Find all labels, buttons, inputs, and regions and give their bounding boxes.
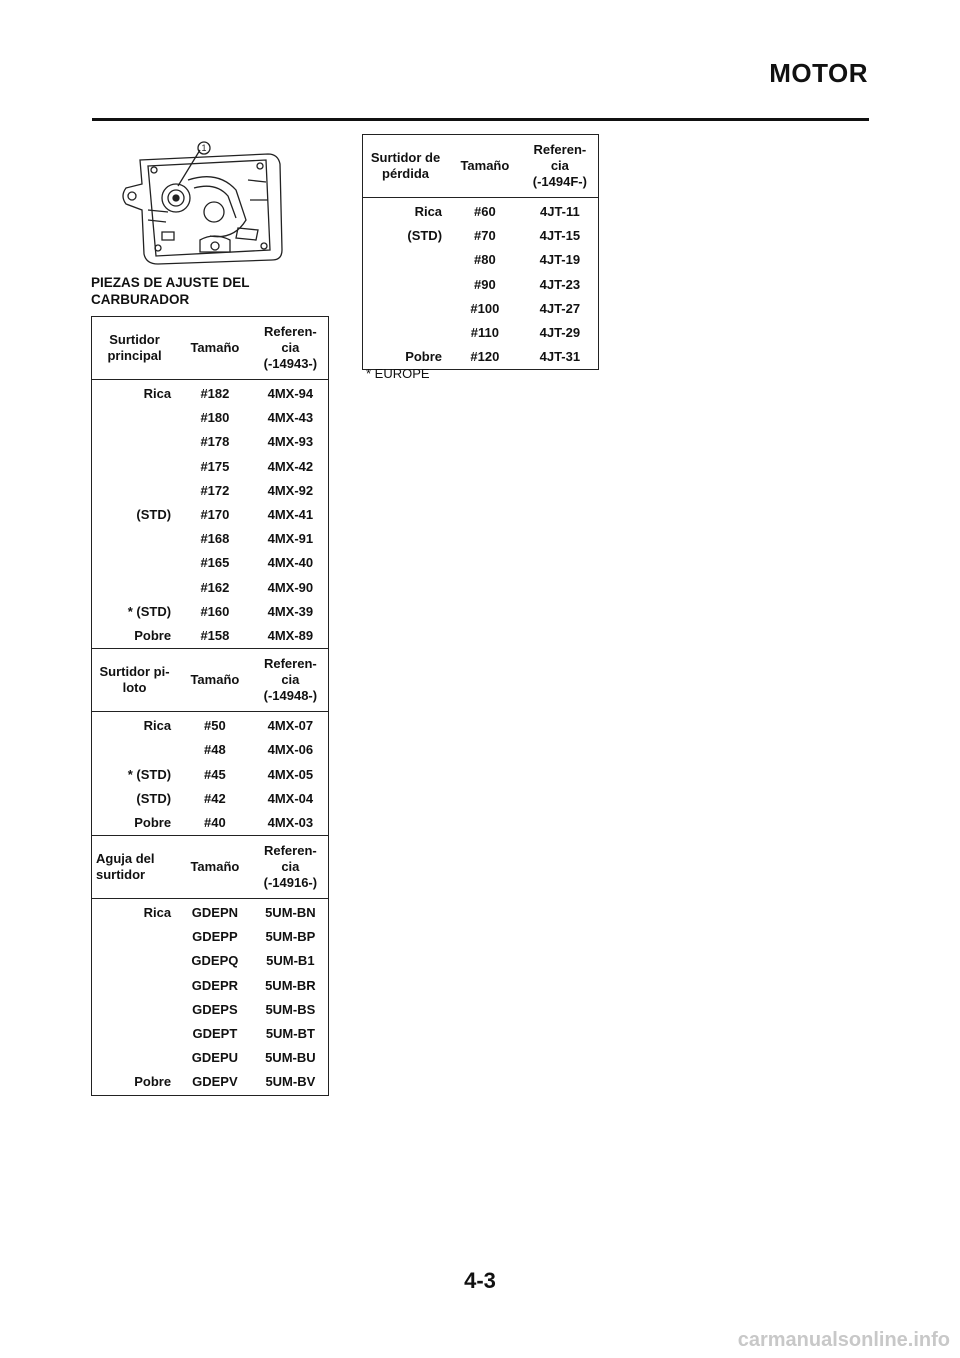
table-header-row — [92, 649, 329, 712]
mixture-cell: Rica — [143, 386, 172, 402]
mixture-cell — [92, 738, 178, 762]
table-row — [92, 998, 329, 1022]
table-row — [92, 455, 329, 479]
mixture-cell: Rica — [143, 905, 172, 921]
reference-cell: 4MX-93 — [267, 434, 314, 450]
reference-cell: 4JT-11 — [539, 204, 580, 220]
figure-callout: 1 — [201, 143, 207, 153]
table-row — [363, 297, 599, 321]
column-header: Aguja del surtidor — [92, 836, 178, 899]
mixture-cell: Rica — [414, 204, 443, 220]
reference-cell: 5UM-BU — [265, 1050, 316, 1066]
table-row — [92, 1022, 329, 1046]
mixture-cell: Pobre — [134, 627, 172, 643]
table-row — [363, 224, 599, 248]
page-number: 4-3 — [464, 1268, 496, 1293]
table-row — [363, 248, 599, 272]
reference-cell: 5UM-BP — [265, 929, 316, 945]
footnote: * EUROPE — [366, 366, 430, 381]
reference-cell: 4JT-31 — [539, 349, 581, 365]
table-row — [92, 712, 329, 739]
table-row — [92, 479, 329, 503]
reference-cell: 4MX-92 — [267, 482, 314, 498]
mixture-cell — [363, 297, 449, 321]
table-header-row — [92, 836, 329, 899]
size-cell: #162 — [200, 579, 230, 595]
mixture-cell: (STD) — [407, 228, 443, 244]
table-row — [92, 503, 329, 527]
mixture-cell: Pobre — [405, 349, 443, 365]
column-header: Referen-cia (-14943-) — [253, 317, 329, 380]
mixture-cell — [92, 479, 178, 503]
table-row — [363, 321, 599, 345]
figure-caption: PIEZAS DE AJUSTE DEL CARBURADOR — [91, 275, 250, 307]
size-cell: GDEPP — [192, 929, 238, 945]
table-row — [92, 551, 329, 575]
reference-cell: 4MX-06 — [267, 742, 314, 758]
size-cell: GDEPN — [191, 905, 239, 921]
column-header: Surtidor principal — [92, 317, 178, 380]
mixture-cell — [92, 1022, 178, 1046]
column-header: Surtidor pi-loto — [92, 649, 178, 712]
size-cell: GDEPS — [192, 1001, 238, 1017]
table-row — [92, 576, 329, 600]
mixture-cell — [92, 430, 178, 454]
table-header-row — [92, 317, 329, 380]
reference-cell: 5UM-BR — [265, 977, 316, 993]
mixture-cell — [92, 455, 178, 479]
size-cell: #170 — [200, 507, 230, 523]
column-header: Tamaño — [177, 317, 253, 380]
reference-cell: 5UM-B1 — [266, 953, 315, 969]
size-cell: GDEPR — [191, 977, 239, 993]
table-row — [92, 925, 329, 949]
mixture-cell — [363, 321, 449, 345]
table-row — [92, 1070, 329, 1095]
table-row — [92, 787, 329, 811]
column-header: Referen-cia (-14948-) — [253, 649, 329, 712]
table-row — [92, 949, 329, 973]
mixture-cell — [92, 551, 178, 575]
page-header-title: MOTOR — [769, 58, 868, 88]
reference-cell: 4JT-29 — [539, 325, 581, 341]
table-row — [92, 527, 329, 551]
column-header: Tamaño — [448, 135, 522, 198]
table-row — [92, 600, 329, 624]
size-cell: #48 — [204, 742, 226, 758]
watermark: carmanualsonline.info — [737, 1329, 950, 1351]
reference-cell: 4JT-15 — [539, 228, 581, 244]
size-cell: GDEPQ — [191, 953, 239, 969]
size-cell: #100 — [470, 300, 500, 316]
mixture-cell: * (STD) — [127, 766, 172, 782]
size-cell: #70 — [474, 228, 496, 244]
size-cell: #110 — [470, 325, 499, 341]
reference-cell: 4MX-42 — [267, 458, 314, 474]
table-row — [92, 974, 329, 998]
reference-cell: 4MX-90 — [267, 579, 314, 595]
mixture-cell — [92, 925, 178, 949]
reference-cell: 5UM-BN — [265, 905, 316, 921]
mixture-cell: * (STD) — [127, 603, 172, 619]
table-row — [363, 273, 599, 297]
mixture-cell — [92, 576, 178, 600]
size-cell: #160 — [200, 603, 230, 619]
table-row — [92, 406, 329, 430]
carburetor-diagram-icon — [118, 140, 293, 270]
reference-cell: 4MX-04 — [267, 790, 314, 806]
reference-cell: 4MX-89 — [267, 627, 314, 643]
size-cell: #80 — [474, 252, 496, 268]
size-cell: #168 — [200, 531, 230, 547]
column-header: Referen-cia (-14916-) — [253, 836, 329, 899]
size-cell: #40 — [204, 814, 226, 830]
table-header-row — [363, 135, 599, 198]
mixture-cell — [92, 998, 178, 1022]
reference-cell: 5UM-BS — [265, 1001, 316, 1017]
reference-cell: 4JT-23 — [539, 276, 581, 292]
mixture-cell: Rica — [143, 718, 172, 734]
header-rule — [92, 118, 869, 121]
column-header: Referen-cia (-1494F-) — [522, 135, 599, 198]
size-cell: GDEPT — [192, 1026, 238, 1042]
size-cell: #90 — [474, 276, 496, 292]
mixture-cell — [363, 273, 449, 297]
reference-cell: 4MX-03 — [267, 814, 314, 830]
column-header: Tamaño — [177, 836, 253, 899]
size-cell: #175 — [200, 458, 230, 474]
table-row — [92, 811, 329, 836]
size-cell: #182 — [200, 386, 230, 402]
reference-cell: 4MX-05 — [267, 766, 314, 782]
reference-cell: 4MX-41 — [267, 507, 314, 523]
mixture-cell: Pobre — [134, 1074, 172, 1090]
mixture-cell — [363, 248, 449, 272]
mixture-cell: (STD) — [136, 790, 172, 806]
reference-cell: 4JT-19 — [539, 252, 581, 268]
column-header: Tamaño — [177, 649, 253, 712]
table-row — [92, 624, 329, 649]
table-row — [363, 198, 599, 225]
table-row — [92, 738, 329, 762]
reference-cell: 5UM-BV — [265, 1074, 316, 1090]
size-cell: #50 — [204, 718, 226, 734]
size-cell: #120 — [470, 349, 500, 365]
mixture-cell — [92, 527, 178, 551]
left-spec-table — [91, 316, 329, 1096]
mixture-cell — [92, 974, 178, 998]
reference-cell: 4MX-94 — [267, 386, 314, 402]
reference-cell: 4MX-39 — [267, 603, 314, 619]
column-header: Surtidor de pérdida — [363, 135, 449, 198]
reference-cell: 4JT-27 — [539, 300, 581, 316]
size-cell: #172 — [200, 482, 230, 498]
table-row — [92, 430, 329, 454]
size-cell: #165 — [200, 555, 230, 571]
reference-cell: 4MX-91 — [267, 531, 314, 547]
size-cell: #178 — [200, 434, 230, 450]
size-cell: #45 — [204, 766, 226, 782]
mixture-cell: Pobre — [134, 814, 172, 830]
size-cell: #42 — [204, 790, 226, 806]
size-cell: #158 — [200, 627, 230, 643]
mixture-cell — [92, 406, 178, 430]
reference-cell: 4MX-43 — [267, 410, 314, 426]
mixture-cell — [92, 949, 178, 973]
mixture-cell — [92, 1046, 178, 1070]
size-cell: GDEPV — [192, 1074, 238, 1090]
reference-cell: 5UM-BT — [265, 1026, 315, 1042]
size-cell: GDEPU — [191, 1050, 239, 1066]
table-row — [92, 380, 329, 407]
reference-cell: 4MX-07 — [267, 718, 314, 734]
reference-cell: 4MX-40 — [267, 555, 314, 571]
table-row — [92, 762, 329, 786]
table-row — [92, 899, 329, 926]
table-row — [92, 1046, 329, 1070]
mixture-cell: (STD) — [136, 507, 172, 523]
right-spec-table — [362, 134, 599, 370]
size-cell: #180 — [200, 410, 230, 426]
size-cell: #60 — [474, 204, 496, 220]
